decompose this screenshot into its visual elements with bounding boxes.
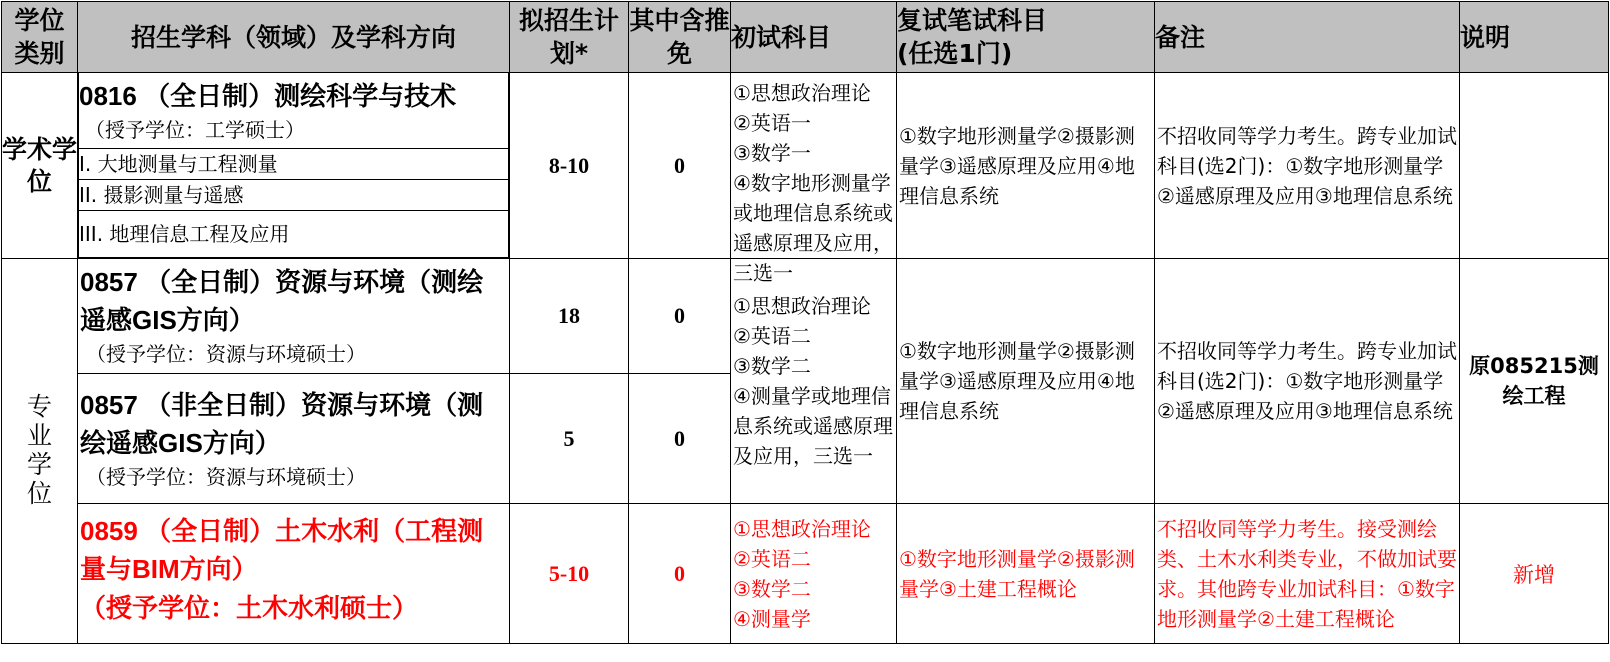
civil-exam1-item: ①思想政治理论 (733, 516, 871, 541)
academic-subject-table (78, 73, 509, 258)
civil-notes: 新增 (1460, 504, 1609, 644)
academic-exam1-item: ③数学一 (733, 140, 811, 165)
professional-exam1 (731, 259, 897, 504)
header-exam1: 初试科目 (731, 2, 897, 73)
academic-notes (1460, 73, 1609, 259)
professional-category-label: 专业学位 (26, 392, 52, 508)
professional-ft-exempt: 0 (629, 259, 731, 374)
academic-plan: 8-10 (510, 73, 629, 259)
professional-pt-plan: 5 (510, 374, 629, 504)
professional-pt-title: 0857 （非全日制）资源与环境（测绘遥感GIS方向） (80, 390, 484, 458)
civil-subject (78, 504, 510, 644)
civil-exam2: ①数字地形测量学②摄影测量学③土建工程概论 (897, 504, 1155, 644)
civil-exam1-item: ④测量学 (733, 606, 811, 631)
professional-ft-subject (78, 259, 510, 374)
professional-pt-degree: （授予学位：资源与环境硕士） (86, 465, 366, 489)
professional-pt-exempt: 0 (629, 374, 731, 504)
professional-category (2, 259, 78, 644)
professional-pt-subject (78, 374, 510, 504)
professional-notes: 原085215测绘工程 (1460, 259, 1609, 504)
header-notes: 说明 (1460, 2, 1609, 73)
admissions-table (1, 1, 1609, 644)
professional-exam1-item: ②英语二 (733, 324, 811, 348)
academic-row (2, 73, 1609, 259)
academic-direction-2: II. 摄影测量与遥感 (79, 179, 509, 210)
header-exam2-note: (任选1门) (897, 39, 1013, 68)
civil-plan: 5-10 (510, 504, 629, 644)
professional-ft-title: 0857 （全日制）资源与环境（测绘遥感GIS方向） (80, 267, 484, 335)
civil-remarks: 不招收同等学力考生。接受测绘类、土木水利类专业，不做加试要求。其他跨专业加试科目：①数字地形测量学②土建工程概论 (1155, 504, 1460, 644)
academic-direction-1: I. 大地测量与工程测量 (79, 148, 509, 179)
professional-ft-degree: （授予学位：资源与环境硕士） (86, 342, 366, 366)
academic-exam1-item: ①思想政治理论 (733, 80, 871, 105)
header-exempt: 其中含推免 (629, 2, 731, 73)
academic-exam2: ①数字地形测量学②摄影测量学③遥感原理及应用④地理信息系统 (897, 73, 1155, 259)
professional-exam1-item: ①思想政治理论 (733, 294, 871, 318)
academic-remarks: 不招收同等学力考生。跨专业加试科目(选2门)：①数字地形测量学②遥感原理及应用③地理信息系统 (1155, 73, 1460, 259)
academic-subject-title: 0816 （全日制）测绘科学与技术 (79, 81, 457, 112)
header-category: 学位类别 (2, 2, 78, 73)
academic-category: 学术学位 (2, 73, 78, 259)
academic-exam1-item: ②英语一 (733, 110, 811, 135)
header-subject: 招生学科（领域）及学科方向 (78, 2, 510, 73)
header-exam2 (897, 2, 1155, 73)
civil-exam1 (731, 504, 897, 644)
header-plan: 拟招生计划* (510, 2, 629, 73)
professional-civil-row (2, 504, 1609, 644)
academic-degree: （授予学位：工学硕士） (85, 118, 305, 143)
professional-exam1-item: ③数学二 (733, 354, 811, 378)
professional-exam1-item: ④测量学或地理信息系统或遥感原理及应用，三选一 (733, 384, 893, 468)
civil-degree: （授予学位：土木水利硕士） (80, 593, 419, 623)
header-exam2-title: 复试笔试科目 (897, 6, 1048, 35)
civil-exam1-item: ③数学二 (733, 576, 811, 601)
professional-ft-row (2, 259, 1609, 374)
professional-ft-plan: 18 (510, 259, 629, 374)
civil-exempt: 0 (629, 504, 731, 644)
header-remarks: 备注 (1155, 2, 1460, 73)
academic-direction-3: III. 地理信息工程及应用 (79, 210, 509, 257)
academic-exam1-item: ④数字地形测量学或地理信息系统或遥感原理及应用，三选一 (733, 170, 893, 285)
civil-title: 0859 （全日制）土木水利（工程测量与BIM方向） (80, 516, 484, 584)
academic-exempt: 0 (629, 73, 731, 259)
academic-exam1 (731, 73, 897, 285)
professional-exam2: ①数字地形测量学②摄影测量学③遥感原理及应用④地理信息系统 (897, 259, 1155, 504)
professional-remarks: 不招收同等学力考生。跨专业加试科目(选2门)：①数字地形测量学②遥感原理及应用③地理信息系统 (1155, 259, 1460, 504)
academic-subject-cell (78, 73, 510, 259)
header-row (2, 2, 1609, 73)
civil-exam1-item: ②英语二 (733, 546, 811, 571)
